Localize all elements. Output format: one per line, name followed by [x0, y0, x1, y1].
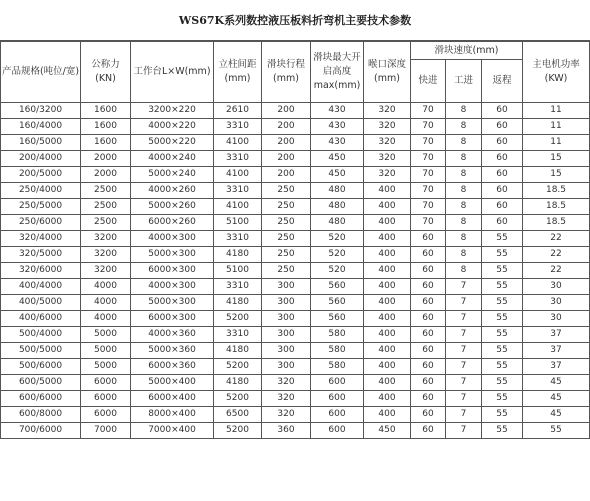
cell-model: 320/4000 — [1, 231, 81, 247]
cell-table-size: 4000×300 — [131, 279, 214, 295]
cell-stroke: 320 — [262, 407, 311, 423]
cell-motor-power: 22 — [523, 247, 590, 263]
cell-max-opening: 580 — [311, 359, 364, 375]
cell-table-size: 6000×360 — [131, 359, 214, 375]
cell-max-opening: 600 — [311, 423, 364, 439]
cell-table-size: 5000×260 — [131, 199, 214, 215]
cell-speed-fast: 60 — [411, 375, 446, 391]
table-row — [1, 247, 590, 263]
cell-speed-return: 55 — [482, 359, 523, 375]
cell-speed-return: 55 — [482, 295, 523, 311]
cell-motor-power: 55 — [523, 423, 590, 439]
cell-throat-depth: 400 — [364, 295, 411, 311]
table-row — [1, 231, 590, 247]
cell-column-distance: 5200 — [214, 311, 262, 327]
cell-speed-fast: 70 — [411, 151, 446, 167]
cell-motor-power: 11 — [523, 103, 590, 119]
cell-speed-fast: 60 — [411, 391, 446, 407]
table-row — [1, 279, 590, 295]
cell-speed-fast: 60 — [411, 263, 446, 279]
cell-stroke: 200 — [262, 151, 311, 167]
cell-motor-power: 15 — [523, 151, 590, 167]
table-row — [1, 103, 590, 119]
cell-throat-depth: 400 — [364, 407, 411, 423]
header-speed-fast: 快进 — [411, 60, 446, 103]
cell-stroke: 300 — [262, 343, 311, 359]
cell-max-opening: 600 — [311, 391, 364, 407]
cell-speed-work: 7 — [446, 279, 482, 295]
cell-throat-depth: 320 — [364, 167, 411, 183]
table-row — [1, 263, 590, 279]
cell-force: 2500 — [81, 215, 131, 231]
cell-motor-power: 30 — [523, 279, 590, 295]
cell-motor-power: 18.5 — [523, 199, 590, 215]
cell-speed-work: 8 — [446, 151, 482, 167]
cell-throat-depth: 400 — [364, 375, 411, 391]
cell-model: 600/5000 — [1, 375, 81, 391]
cell-stroke: 300 — [262, 311, 311, 327]
cell-max-opening: 430 — [311, 119, 364, 135]
table-row — [1, 391, 590, 407]
cell-force: 5000 — [81, 343, 131, 359]
cell-motor-power: 45 — [523, 391, 590, 407]
cell-throat-depth: 450 — [364, 423, 411, 439]
cell-model: 500/6000 — [1, 359, 81, 375]
cell-speed-return: 60 — [482, 167, 523, 183]
cell-speed-return: 55 — [482, 231, 523, 247]
cell-table-size: 8000×400 — [131, 407, 214, 423]
cell-motor-power: 18.5 — [523, 183, 590, 199]
cell-stroke: 360 — [262, 423, 311, 439]
cell-throat-depth: 400 — [364, 183, 411, 199]
cell-column-distance: 4180 — [214, 295, 262, 311]
cell-speed-return: 55 — [482, 311, 523, 327]
cell-model: 500/4000 — [1, 327, 81, 343]
cell-speed-work: 8 — [446, 199, 482, 215]
cell-max-opening: 480 — [311, 183, 364, 199]
cell-table-size: 4000×220 — [131, 119, 214, 135]
cell-throat-depth: 400 — [364, 215, 411, 231]
cell-column-distance: 5200 — [214, 391, 262, 407]
cell-throat-depth: 320 — [364, 119, 411, 135]
table-row — [1, 167, 590, 183]
cell-throat-depth: 400 — [364, 391, 411, 407]
cell-model: 700/6000 — [1, 423, 81, 439]
cell-throat-depth: 320 — [364, 103, 411, 119]
cell-speed-return: 55 — [482, 391, 523, 407]
cell-column-distance: 3310 — [214, 183, 262, 199]
cell-speed-return: 55 — [482, 407, 523, 423]
cell-model: 600/6000 — [1, 391, 81, 407]
cell-column-distance: 3310 — [214, 151, 262, 167]
cell-max-opening: 480 — [311, 215, 364, 231]
table-row — [1, 423, 590, 439]
table-row — [1, 311, 590, 327]
table-title: WS67K系列数控液压板料折弯机主要技术参数 — [0, 0, 590, 41]
cell-model: 160/3200 — [1, 103, 81, 119]
cell-speed-fast: 60 — [411, 279, 446, 295]
cell-force: 6000 — [81, 391, 131, 407]
cell-motor-power: 18.5 — [523, 215, 590, 231]
cell-speed-return: 55 — [482, 247, 523, 263]
cell-speed-fast: 60 — [411, 231, 446, 247]
cell-speed-fast: 70 — [411, 135, 446, 151]
cell-speed-work: 8 — [446, 135, 482, 151]
cell-max-opening: 520 — [311, 231, 364, 247]
cell-table-size: 3200×220 — [131, 103, 214, 119]
cell-throat-depth: 400 — [364, 231, 411, 247]
cell-throat-depth: 400 — [364, 199, 411, 215]
cell-table-size: 5000×220 — [131, 135, 214, 151]
cell-speed-work: 8 — [446, 167, 482, 183]
cell-force: 3200 — [81, 263, 131, 279]
cell-speed-work: 8 — [446, 183, 482, 199]
cell-column-distance: 2610 — [214, 103, 262, 119]
cell-speed-work: 8 — [446, 263, 482, 279]
cell-speed-fast: 60 — [411, 247, 446, 263]
table-row — [1, 407, 590, 423]
cell-motor-power: 30 — [523, 311, 590, 327]
cell-model: 500/5000 — [1, 343, 81, 359]
cell-table-size: 5000×360 — [131, 343, 214, 359]
cell-column-distance: 4180 — [214, 343, 262, 359]
table-row — [1, 183, 590, 199]
cell-max-opening: 560 — [311, 279, 364, 295]
cell-table-size: 5000×300 — [131, 247, 214, 263]
table-body — [1, 103, 590, 439]
cell-speed-return: 55 — [482, 375, 523, 391]
table-row — [1, 119, 590, 135]
cell-model: 160/4000 — [1, 119, 81, 135]
cell-speed-fast: 60 — [411, 295, 446, 311]
table-row — [1, 327, 590, 343]
cell-force: 4000 — [81, 279, 131, 295]
cell-stroke: 250 — [262, 247, 311, 263]
cell-max-opening: 580 — [311, 327, 364, 343]
spec-table — [0, 41, 590, 439]
cell-speed-return: 60 — [482, 119, 523, 135]
cell-motor-power: 11 — [523, 135, 590, 151]
cell-speed-work: 7 — [446, 343, 482, 359]
cell-max-opening: 450 — [311, 167, 364, 183]
cell-model: 320/6000 — [1, 263, 81, 279]
table-row — [1, 359, 590, 375]
table-row — [1, 135, 590, 151]
cell-speed-fast: 70 — [411, 103, 446, 119]
cell-speed-work: 8 — [446, 103, 482, 119]
cell-max-opening: 480 — [311, 199, 364, 215]
cell-column-distance: 4100 — [214, 199, 262, 215]
cell-motor-power: 45 — [523, 375, 590, 391]
cell-table-size: 6000×300 — [131, 311, 214, 327]
cell-model: 200/5000 — [1, 167, 81, 183]
cell-stroke: 200 — [262, 167, 311, 183]
header-force: 公称力(KN) — [81, 42, 131, 103]
cell-model: 320/5000 — [1, 247, 81, 263]
cell-column-distance: 5200 — [214, 359, 262, 375]
cell-table-size: 4000×260 — [131, 183, 214, 199]
cell-speed-fast: 60 — [411, 311, 446, 327]
cell-model: 400/4000 — [1, 279, 81, 295]
cell-model: 600/8000 — [1, 407, 81, 423]
cell-force: 3200 — [81, 247, 131, 263]
header-speed-return: 返程 — [482, 60, 523, 103]
cell-stroke: 250 — [262, 231, 311, 247]
cell-motor-power: 37 — [523, 359, 590, 375]
cell-speed-work: 8 — [446, 119, 482, 135]
cell-speed-fast: 70 — [411, 215, 446, 231]
cell-table-size: 4000×300 — [131, 231, 214, 247]
cell-speed-work: 7 — [446, 407, 482, 423]
cell-stroke: 300 — [262, 295, 311, 311]
cell-model: 400/5000 — [1, 295, 81, 311]
cell-max-opening: 520 — [311, 247, 364, 263]
cell-max-opening: 580 — [311, 343, 364, 359]
cell-model: 400/6000 — [1, 311, 81, 327]
cell-motor-power: 22 — [523, 231, 590, 247]
cell-speed-work: 8 — [446, 247, 482, 263]
cell-force: 6000 — [81, 375, 131, 391]
cell-force: 3200 — [81, 231, 131, 247]
cell-table-size: 4000×240 — [131, 151, 214, 167]
cell-speed-return: 60 — [482, 135, 523, 151]
header-model: 产品规格(吨位/宽) — [1, 42, 81, 103]
table-row — [1, 375, 590, 391]
table-row — [1, 151, 590, 167]
cell-speed-return: 55 — [482, 327, 523, 343]
cell-max-opening: 600 — [311, 407, 364, 423]
cell-table-size: 6000×300 — [131, 263, 214, 279]
cell-motor-power: 37 — [523, 343, 590, 359]
cell-force: 6000 — [81, 407, 131, 423]
cell-model: 250/5000 — [1, 199, 81, 215]
cell-speed-fast: 70 — [411, 167, 446, 183]
cell-stroke: 300 — [262, 359, 311, 375]
cell-speed-fast: 60 — [411, 407, 446, 423]
cell-force: 4000 — [81, 295, 131, 311]
cell-max-opening: 560 — [311, 311, 364, 327]
cell-max-opening: 430 — [311, 103, 364, 119]
header-stroke: 滑块行程(mm) — [262, 42, 311, 103]
header-speed-work: 工进 — [446, 60, 482, 103]
cell-speed-return: 60 — [482, 199, 523, 215]
cell-table-size: 7000×400 — [131, 423, 214, 439]
cell-speed-fast: 60 — [411, 327, 446, 343]
cell-stroke: 200 — [262, 119, 311, 135]
cell-column-distance: 4180 — [214, 375, 262, 391]
cell-throat-depth: 400 — [364, 343, 411, 359]
cell-column-distance: 4180 — [214, 247, 262, 263]
header-max-opening: 滑块最大开启高度max(mm) — [311, 42, 364, 103]
cell-max-opening: 520 — [311, 263, 364, 279]
cell-speed-return: 60 — [482, 151, 523, 167]
cell-speed-work: 7 — [446, 359, 482, 375]
cell-column-distance: 5100 — [214, 215, 262, 231]
cell-throat-depth: 320 — [364, 135, 411, 151]
cell-model: 250/4000 — [1, 183, 81, 199]
cell-force: 5000 — [81, 359, 131, 375]
cell-column-distance: 3310 — [214, 279, 262, 295]
cell-column-distance: 4100 — [214, 135, 262, 151]
cell-max-opening: 450 — [311, 151, 364, 167]
cell-stroke: 250 — [262, 263, 311, 279]
cell-force: 1600 — [81, 103, 131, 119]
cell-max-opening: 600 — [311, 375, 364, 391]
cell-throat-depth: 320 — [364, 151, 411, 167]
cell-force: 7000 — [81, 423, 131, 439]
cell-model: 250/6000 — [1, 215, 81, 231]
table-row — [1, 343, 590, 359]
cell-speed-work: 7 — [446, 295, 482, 311]
cell-table-size: 6000×400 — [131, 391, 214, 407]
cell-force: 4000 — [81, 311, 131, 327]
cell-column-distance: 6500 — [214, 407, 262, 423]
cell-force: 1600 — [81, 135, 131, 151]
cell-stroke: 250 — [262, 183, 311, 199]
cell-speed-fast: 60 — [411, 343, 446, 359]
cell-stroke: 200 — [262, 135, 311, 151]
cell-throat-depth: 400 — [364, 247, 411, 263]
header-column-distance: 立柱间距(mm) — [214, 42, 262, 103]
cell-speed-return: 55 — [482, 279, 523, 295]
cell-speed-return: 60 — [482, 103, 523, 119]
cell-table-size: 5000×240 — [131, 167, 214, 183]
cell-force: 5000 — [81, 327, 131, 343]
header-slide-speed: 滑块速度(mm) — [411, 42, 523, 60]
cell-speed-fast: 70 — [411, 199, 446, 215]
cell-speed-fast: 70 — [411, 183, 446, 199]
cell-motor-power: 30 — [523, 295, 590, 311]
cell-stroke: 250 — [262, 199, 311, 215]
cell-stroke: 300 — [262, 279, 311, 295]
cell-speed-fast: 70 — [411, 119, 446, 135]
cell-column-distance: 3310 — [214, 119, 262, 135]
cell-max-opening: 430 — [311, 135, 364, 151]
cell-speed-fast: 60 — [411, 423, 446, 439]
cell-speed-work: 8 — [446, 215, 482, 231]
cell-speed-return: 55 — [482, 423, 523, 439]
cell-stroke: 200 — [262, 103, 311, 119]
header-table-size: 工作台L×W(mm) — [131, 42, 214, 103]
table-row — [1, 215, 590, 231]
cell-speed-work: 7 — [446, 391, 482, 407]
header-throat-depth: 喉口深度(mm) — [364, 42, 411, 103]
cell-max-opening: 560 — [311, 295, 364, 311]
cell-force: 1600 — [81, 119, 131, 135]
cell-model: 200/4000 — [1, 151, 81, 167]
cell-column-distance: 3310 — [214, 231, 262, 247]
cell-stroke: 320 — [262, 391, 311, 407]
cell-speed-work: 7 — [446, 375, 482, 391]
cell-motor-power: 15 — [523, 167, 590, 183]
cell-speed-work: 8 — [446, 231, 482, 247]
cell-motor-power: 45 — [523, 407, 590, 423]
cell-speed-work: 7 — [446, 423, 482, 439]
cell-motor-power: 22 — [523, 263, 590, 279]
table-row — [1, 295, 590, 311]
cell-force: 2000 — [81, 167, 131, 183]
cell-speed-return: 55 — [482, 343, 523, 359]
cell-force: 2000 — [81, 151, 131, 167]
cell-table-size: 4000×360 — [131, 327, 214, 343]
cell-speed-work: 7 — [446, 311, 482, 327]
cell-column-distance: 3310 — [214, 327, 262, 343]
cell-speed-return: 60 — [482, 215, 523, 231]
cell-table-size: 5000×300 — [131, 295, 214, 311]
cell-speed-fast: 60 — [411, 359, 446, 375]
cell-stroke: 320 — [262, 375, 311, 391]
cell-table-size: 5000×400 — [131, 375, 214, 391]
cell-speed-work: 7 — [446, 327, 482, 343]
cell-throat-depth: 400 — [364, 359, 411, 375]
cell-column-distance: 4100 — [214, 167, 262, 183]
cell-model: 160/5000 — [1, 135, 81, 151]
cell-motor-power: 11 — [523, 119, 590, 135]
cell-motor-power: 37 — [523, 327, 590, 343]
cell-speed-return: 60 — [482, 183, 523, 199]
cell-throat-depth: 400 — [364, 327, 411, 343]
cell-table-size: 6000×260 — [131, 215, 214, 231]
table-row — [1, 199, 590, 215]
cell-speed-return: 55 — [482, 263, 523, 279]
cell-throat-depth: 400 — [364, 311, 411, 327]
cell-throat-depth: 400 — [364, 263, 411, 279]
cell-stroke: 300 — [262, 327, 311, 343]
header-motor-power: 主电机功率(KW) — [523, 42, 590, 103]
cell-stroke: 250 — [262, 215, 311, 231]
cell-force: 2500 — [81, 183, 131, 199]
cell-column-distance: 5200 — [214, 423, 262, 439]
cell-column-distance: 5100 — [214, 263, 262, 279]
cell-force: 2500 — [81, 199, 131, 215]
cell-throat-depth: 400 — [364, 279, 411, 295]
